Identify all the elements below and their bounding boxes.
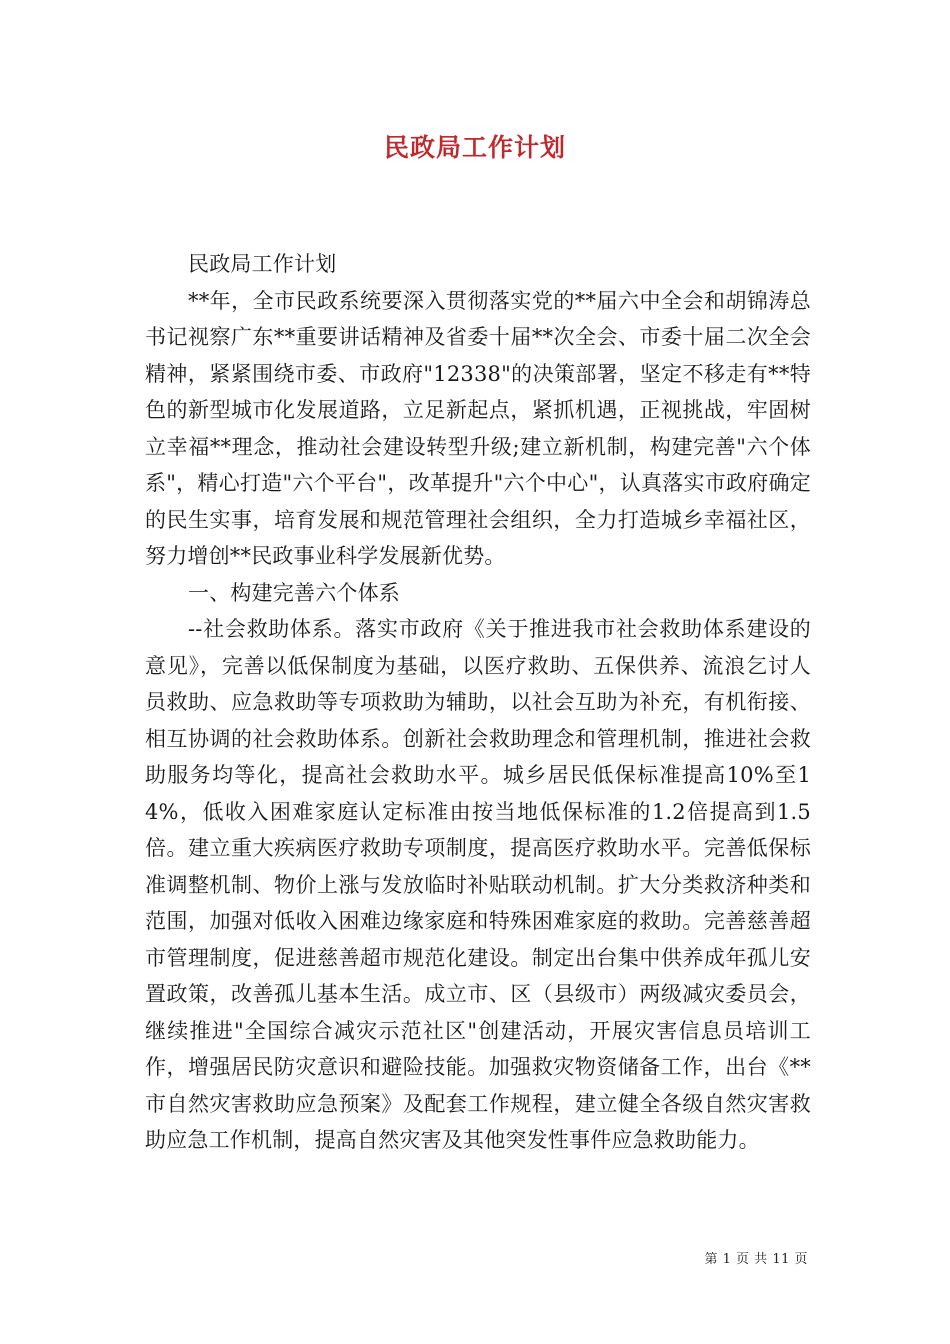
paragraph-intro: **年，全市民政系统要深入贯彻落实党的**届六中全会和胡锦涛总书记视察广东**重要讲话精神及省委十届**次全会、市委十届二次全会精神，紧紧围绕市委、市政府"12338"的决策部署，坚定不移走有**特色的新型城市化发展道路，立足新起点，紧抓机遇，正视挑战，牢固树立幸福**理念，推动社会建设转型升级;建立新机制，构建完善"六个体系"，精心打造"六个平台"，改革提升"六个中心"，认真落实市政府确定的民生实事，培育发展和规范管理社会组织，全力打造城乡幸福社区，努力增创**民政事业科学发展新优势。	[145, 288, 811, 568]
document-body	[145, 246, 811, 1159]
paragraph-heading: 民政局工作计划	[188, 252, 337, 276]
page-number: 第 1 页 共 11 页	[704, 1252, 808, 1267]
section-heading: 一、构建完善六个体系	[188, 580, 400, 605]
document-title: 民政局工作计划	[383, 133, 566, 162]
paragraph-social-assistance: --社会救助体系。落实市政府《关于推进我市社会救助体系建设的意见》，完善以低保制度为基础，以医疗救助、五保供养、流浪乞讨人员救助、应急救助等专项救助为辅助，以社会互助为补充，有机衔接、相互协调的社会救助体系。创新社会救助理念和管理机制，推进社会救助服务均等化，提高社会救助水平。城乡居民低保标准提高10%至14%，低收入困难家庭认定标准由按当地低保标准的1.2倍提高到1.5倍。建立重大疾病医疗救助专项制度，提高医疗救助水平。完善低保标准调整机制、物价上涨与发放临时补贴联动机制。扩大分类救济种类和范围，加强对低收入困难边缘家庭和特殊困难家庭的救助。完善慈善超市管理制度，促进慈善超市规范化建设。制定出台集中供养成年孤儿安置政策，改善孤儿基本生活。成立市、区（县级市）两级减灾委员会，继续推进"全国综合减灾示范社区"创建活动，开展灾害信息员培训工作，增强居民防灾意识和避险技能。加强救灾物资储备工作，出台《**市自然灾害救助应急预案》及配套工作规程，建立健全各级自然灾害救助应急工作机制，提高自然灾害及其他突发性事件应急救助能力。	[145, 617, 811, 1152]
